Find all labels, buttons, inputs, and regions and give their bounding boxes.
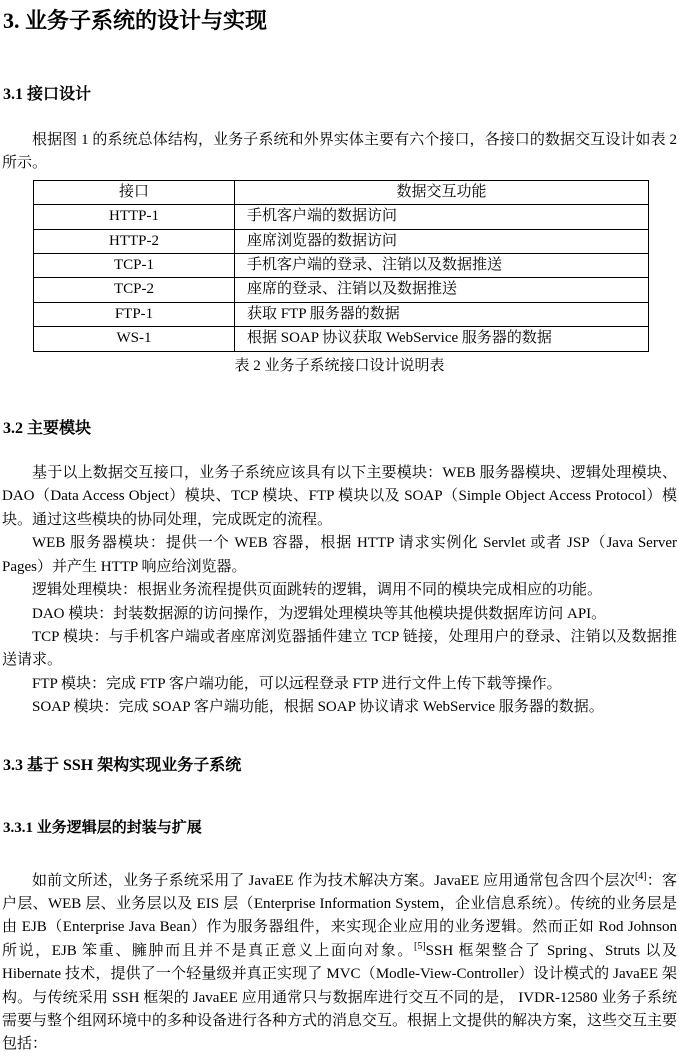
heading-section-3-1: 3.1 接口设计 xyxy=(3,86,92,103)
cell-function: 手机客户端的登录、注销以及数据推送 xyxy=(235,254,649,278)
table-row xyxy=(34,327,649,351)
table-caption: 表 2 业务子系统接口设计说明表 xyxy=(234,357,445,374)
heading-section-3-3: 3.3 基于 SSH 架构实现业务子系统 xyxy=(3,756,242,774)
heading-section-3-3-1: 3.3.1 业务逻辑层的封装与扩展 xyxy=(3,819,202,836)
paragraph-modules-intro: 基于以上数据交互接口，业务子系统应该具有以下主要模块：WEB 服务器模块、逻辑处理模块、DAO（Data Access Object）模块、TCP 模块、FTP 模块以及 SOAP（Simple Object Access Protocol）模块。通过这些模块的协同处理，完成既定的流程。 xyxy=(2,465,677,528)
cell-function: 座席的登录、注销以及数据推送 xyxy=(235,278,649,302)
paragraph-interface-intro: 根据图 1 的系统总体结构，业务子系统和外界实体主要有六个接口，各接口的数据交互设计如表 2 所示。 xyxy=(2,132,677,172)
cell-function: 手机客户端的数据访问 xyxy=(235,205,649,229)
cell-interface: TCP-1 xyxy=(34,254,235,278)
table-row xyxy=(34,302,649,326)
page-title: 3. 业务子系统的设计与实现 xyxy=(3,8,268,33)
paragraph-module-dao: DAO 模块：封装数据源的访问操作，为逻辑处理模块等其他模块提供数据库访问 API。 xyxy=(32,605,607,622)
cell-function: 获取 FTP 服务器的数据 xyxy=(235,302,649,326)
paragraph-module-ftp: FTP 模块：完成 FTP 客户端功能，可以远程登录 FTP 进行文件上传下载等操作。 xyxy=(32,675,562,692)
cell-interface: TCP-2 xyxy=(34,278,235,302)
ssh-intro-segment-3: SSH 框架整合了 Spring、Struts 以及 Hibernate 技术，提供了一个轻量级并真正实现了 MVC（Modle-View-Controller）设计模式的 JavaEE 架构。与传统采用 SSH 框架的 JavaEE 应用通常只与数据库进行交互不同的是， IVDR-12580 业务子系统需要与整个组网环境中的多种设备进行各种方式的消息交互。根据上文提供的解决方案，这些交互主要包括： xyxy=(2,942,678,1053)
cell-interface: FTP-1 xyxy=(34,302,235,326)
ssh-intro-segment-2: ：客户层、WEB 层、业务层以及 EIS 层（Enterprise Information System，企业信息系统）。传统的业务层是由 EJB（Enterprise Java Bean）作为服务器组件，来实现企业应用的业务逻辑。然而正如 Rod Johnson 所说，EJB 笨重、臃肿而且并不是真正意义上面向对象。 xyxy=(2,872,677,959)
table-row xyxy=(34,229,649,253)
paragraph-module-web: WEB 服务器模块：提供一个 WEB 容器，根据 HTTP 请求实例化 Servlet 或者 JSP（Java Server Pages）并产生 HTTP 响应给浏览器。 xyxy=(2,535,677,575)
table-header-function: 数据交互功能 xyxy=(235,180,649,204)
cell-interface: WS-1 xyxy=(34,327,235,351)
table-row xyxy=(34,278,649,302)
cell-interface: HTTP-2 xyxy=(34,229,235,253)
cell-function: 座席浏览器的数据访问 xyxy=(235,229,649,253)
cell-interface: HTTP-1 xyxy=(34,205,235,229)
ssh-intro-segment-1: 如前文所述，业务子系统采用了 JavaEE 作为技术解决方案。JavaEE 应用通常包含四个层次 xyxy=(32,872,635,889)
paragraph-module-soap: SOAP 模块：完成 SOAP 客户端功能，根据 SOAP 协议请求 WebService 服务器的数据。 xyxy=(32,699,604,716)
table-header-interface: 接口 xyxy=(34,180,235,204)
interface-design-table xyxy=(33,180,649,352)
document-page xyxy=(0,6,679,1057)
heading-section-3-2: 3.2 主要模块 xyxy=(3,420,92,438)
paragraph-module-tcp: TCP 模块：与手机客户端或者座席浏览器插件建立 TCP 链接，处理用户的登录、注销以及数据推送请求。 xyxy=(2,628,677,669)
citation-4: [4] xyxy=(634,870,647,882)
paragraph-module-logic: 逻辑处理模块：根据业务流程提供页面跳转的逻辑，调用不同的模块完成相应的功能。 xyxy=(32,582,603,599)
table-header-row xyxy=(34,180,649,204)
citation-5: [5] xyxy=(414,940,426,952)
table-row xyxy=(34,205,649,229)
cell-function: 根据 SOAP 协议获取 WebService 服务器的数据 xyxy=(235,327,649,351)
paragraph-ssh-intro xyxy=(2,870,677,1057)
table-row xyxy=(34,180,649,204)
table-row xyxy=(34,254,649,278)
